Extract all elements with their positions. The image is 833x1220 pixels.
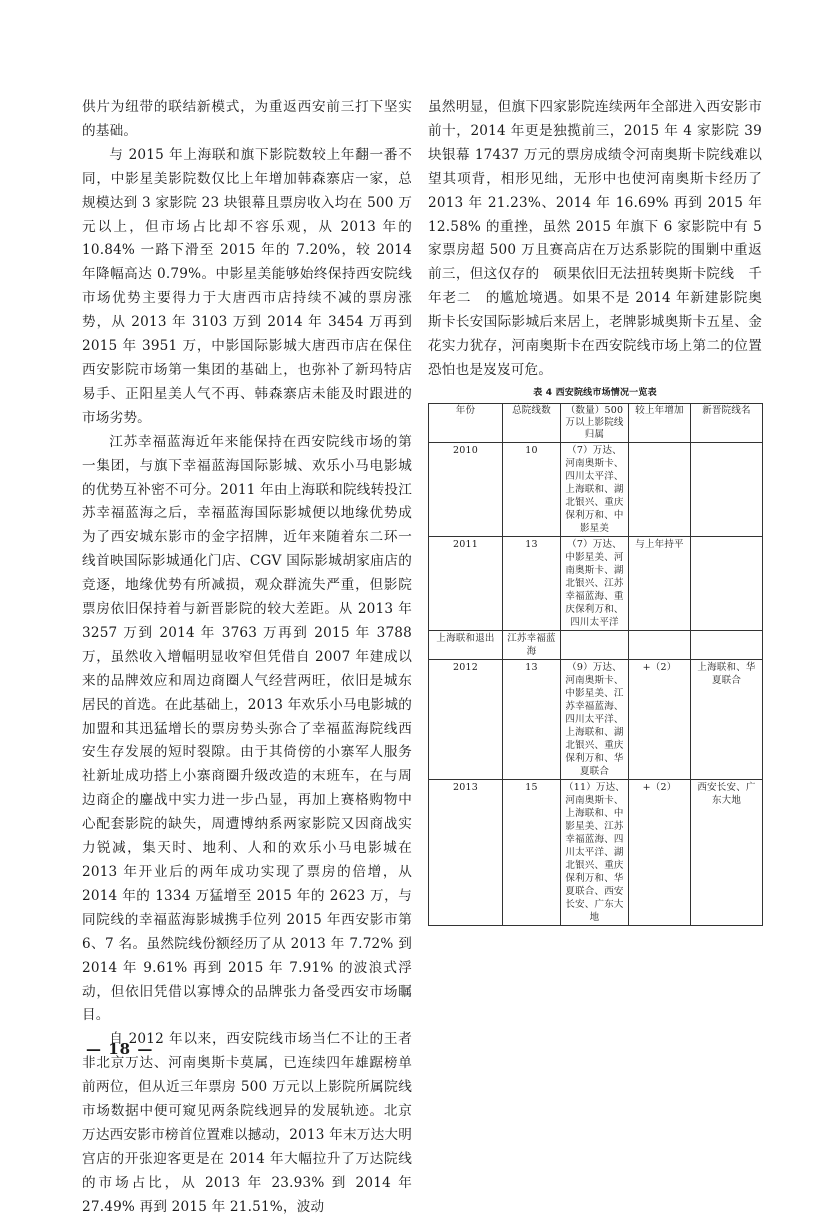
table-row	[429, 536, 763, 630]
table-cell: 2010	[429, 442, 503, 536]
table-cell: 江苏幸福蓝海	[503, 630, 561, 659]
header-year: 年份	[429, 403, 503, 442]
table-cell	[561, 630, 629, 659]
table-cell	[691, 630, 763, 659]
table-cell: （11）万达、河南奥斯卡、上海联和、中影星美、江苏幸福蓝海、四川太平洋、湖北银兴、重庆保利万和、华夏联合、西安长安、广东大地	[561, 779, 629, 925]
table-cell: 上海联和、华夏联合	[691, 659, 763, 779]
table-row	[429, 779, 763, 925]
table-cell	[629, 630, 691, 659]
right-column	[428, 96, 762, 926]
table-cell	[691, 536, 763, 630]
body-paragraph: 与 2015 年上海联和旗下影院数较上年翻一番不同，中影星美影院数仅比上年增加韩森寨店一家，总规模达到 3 家影院 23 块银幕且票房收入均在 500 万元以上，但市场占比却不容乐观，从 2013 年的 10.84% 一路下滑至 2015 年的 7.20%，较 2014 年降幅高达 0.79%。中影星美能够始终保持西安院线市场优势主要得力于大唐西市店持续不减的票房涨势，从 2013 年 3103 万到 2014 年 3454 万再到 2015 年 3951 万，中影国际影城大唐西市店在保住西安影院市场第一集团的基础上，也弥补了新玛特店易手、正阳星美人气不再、韩森寨店未能及时跟进的市场劣势。	[82, 146, 412, 426]
table-cell: 15	[503, 779, 561, 925]
table-cell	[691, 442, 763, 536]
table-cell: 2011	[429, 536, 503, 630]
header-chain-affiliation: （数量）500 万以上影院线归属	[561, 403, 629, 442]
body-paragraph: 自 2012 年以来，西安院线市场当仁不让的王者非北京万达、河南奥斯卡莫属，已连续四年雄踞榜单前两位，但从近三年票房 500 万元以上影院所属院线市场数据中便可窥见两条院线迥异的发展轨迹。北京万达西安影市榜首位置难以撼动，2013 年末万达大明宫店的开张迎客更是在 2014 年大幅拉升了万达院线的市场占比，从 2013 年 23.93% 到 2014 年 27.49% 再到 2015 年 21.51%，波动	[82, 1031, 412, 1215]
table-cell	[629, 442, 691, 536]
body-paragraph: 供片为纽带的联结新模式，为重返西安前三打下坚实的基础。	[82, 99, 412, 139]
table-cell: （7）万达、中影星美、河南奥斯卡、湖北银兴、江苏幸福蓝海、重庆保利万和、四川太平洋	[561, 536, 629, 630]
table-header-row	[429, 403, 763, 442]
body-paragraph: 江苏幸福蓝海近年来能保持在西安院线市场的第一集团，与旗下幸福蓝海国际影城、欢乐小马电影城的优势互补密不可分。2011 年由上海联和院线转投江苏幸福蓝海之后，幸福蓝海国际影城便以地缘优势成为了西安城东影市的金字招牌，近年来随着东二环一线首映国际影城通化门店、CGV 国际影城胡家庙店的竞逐，地缘优势有所减损，观众群流失严重，但影院票房依旧保持着与新晋影院的较大差距。从 2013 年 3257 万到 2014 年 3763 万再到 2015 年 3788 万，虽然收入增幅明显收窄但凭借自 2007 年建成以来的品牌效应和周边商圈人气经营两旺，依旧是城东居民的首选。在此基础上，2013 年欢乐小马电影城的加盟和其迅猛增长的票房势头弥合了幸福蓝海院线西安生存发展的短时裂隙。由于其倚傍的小寨军人服务社新址成功搭上小寨商圈升级改造的末班车，在与周边商企的鏖战中实力进一步凸显，再加上赛格购物中心配套影院的缺失，周遭博纳系两家影院又因商战实力锐减，集天时、地利、人和的欢乐小马电影城在 2013 年开业后的两年成功实现了票房的倍增，从 2014 年的 1334 万猛增至 2015 年的 2623 万，与同院线的幸福蓝海影城携手位列 2015 年西安影市第 6、7 名。虽然院线份额经历了从 2013 年 7.72% 到 2014 年 9.61% 再到 2015 年 7.91% 的波浪式浮动，但依旧凭借以寡博众的品牌张力备受西安市场瞩目。	[82, 433, 412, 1024]
market-table	[428, 403, 763, 926]
table-row	[429, 630, 763, 659]
header-total-chains: 总院线数	[503, 403, 561, 442]
table-cell: 2013	[429, 779, 503, 925]
table-cell: 13	[503, 659, 561, 779]
table-row	[429, 442, 763, 536]
table-cell: （7）万达、河南奥斯卡、四川太平洋、上海联和、湖北银兴、重庆保利万和、中影星美	[561, 442, 629, 536]
table-cell: +（2）	[629, 779, 691, 925]
header-new-chains: 新晋院线名	[691, 403, 763, 442]
table-cell: 10	[503, 442, 561, 536]
table-cell: 上海联和退出	[429, 630, 503, 659]
page-number: — 18 —	[86, 1040, 154, 1058]
table-cell: （9）万达、河南奥斯卡、中影星美、江苏幸福蓝海、四川太平洋、上海联和、湖北银兴、重庆保利万和、华夏联合	[561, 659, 629, 779]
body-paragraph: 虽然明显，但旗下四家影院连续两年全部进入西安影市前十，2014 年更是独揽前三，2015 年 4 家影院 39 块银幕 17437 万元的票房成绩令河南奥斯卡院线难以望其项背，相形见绌，无形中也使河南奥斯卡经历了 2013 年 21.23%、2014 年 16.69% 再到 2015 年 12.58% 的重挫，虽然 2015 年旗下 6 家影院中有 5 家票房超 500 万且赛高店在万达系影院的围剿中重返前三，但这仅存的 硕果依旧无法扭转奥斯卡院线 千年老二 的尴尬境遇。如果不是 2014 年新建影院奥斯卡长安国际影城后来居上，老牌影城奥斯卡五星、金花实力犹存，河南奥斯卡在西安院线市场上第二的位置恐怕也是岌岌可危。	[428, 99, 762, 378]
table-cell: 13	[503, 536, 561, 630]
table-caption: 表 4 西安院线市场情况一览表	[533, 387, 657, 398]
table-cell: +（2）	[629, 659, 691, 779]
table-row	[429, 659, 763, 779]
table-cell: 与上年持平	[629, 536, 691, 630]
table-cell: 西安长安、广东大地	[691, 779, 763, 925]
header-increase: 较上年增加	[629, 403, 691, 442]
table-cell: 2012	[429, 659, 503, 779]
